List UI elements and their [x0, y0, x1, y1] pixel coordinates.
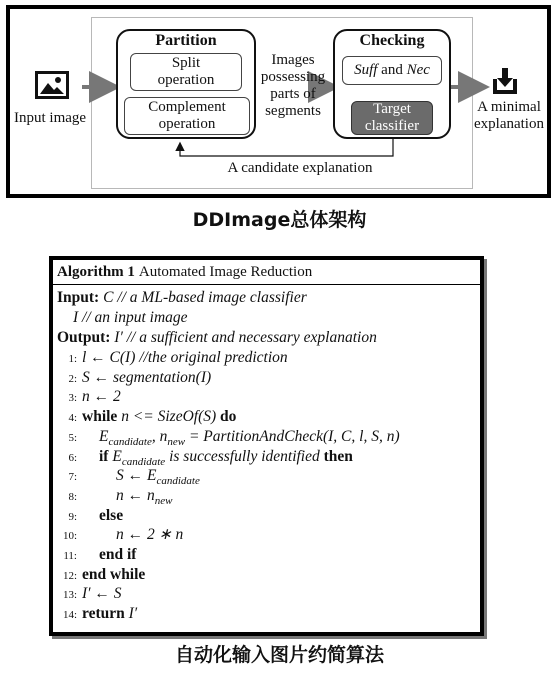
architecture-diagram — [6, 5, 551, 198]
algorithm-step — [53, 447, 480, 467]
step-number: 12: — [62, 569, 77, 582]
algorithm-number: Algorithm 1 — [57, 264, 135, 280]
step-subscript: new — [167, 435, 186, 448]
step-subscript: candidate — [121, 455, 166, 468]
middle-label — [253, 52, 333, 120]
step-keyword: return — [82, 605, 125, 623]
algorithm-step — [53, 407, 480, 427]
algorithm-step — [53, 565, 480, 585]
architecture-caption: DDImage总体架构 — [192, 209, 367, 231]
middle-line-1: Images — [271, 52, 315, 68]
step-text: l ← C(I) //the original prediction — [82, 349, 288, 366]
step-body — [82, 526, 183, 543]
split-operation-box — [130, 53, 242, 91]
step-number: 6: — [68, 451, 77, 464]
algorithm-step — [53, 427, 480, 447]
split-line-1: Split — [171, 55, 201, 71]
input-image-label: Input image — [14, 110, 87, 126]
step-number: 1: — [68, 353, 77, 365]
and-text: and — [381, 62, 403, 78]
step-keyword: end while — [82, 565, 146, 583]
step-body — [82, 408, 236, 425]
step-subscript: new — [154, 494, 173, 507]
step-body — [82, 369, 211, 386]
step-number: 3: — [68, 392, 77, 405]
step-text: n <= SizeOf(S) — [121, 408, 217, 426]
step-body — [82, 447, 353, 468]
algorithm-box — [49, 256, 484, 636]
nec-text: Nec — [406, 62, 430, 78]
step-body — [82, 349, 288, 366]
step-number: 10: — [62, 530, 77, 543]
target-line-2: classifier — [364, 118, 420, 134]
algorithm-step — [53, 486, 480, 506]
middle-line-2: possessing — [260, 69, 326, 85]
step-body — [82, 427, 400, 448]
step-body — [82, 566, 145, 583]
step-number: 11: — [63, 550, 77, 562]
step-keyword: if — [99, 447, 109, 465]
algorithm-header — [53, 260, 480, 285]
checking-title: Checking — [359, 32, 425, 49]
input-desc-1: C // a ML-based image classifier — [103, 289, 307, 306]
algorithm-step — [53, 466, 480, 486]
step-number: 7: — [68, 471, 77, 484]
output-label — [471, 99, 547, 133]
step-text: E — [99, 427, 109, 445]
step-text: = PartitionAndCheck(I, C, l, S, n) — [185, 427, 400, 445]
step-text: S ← segmentation(I) — [82, 368, 212, 386]
algorithm-step — [53, 525, 480, 545]
step-text: , n — [151, 427, 168, 445]
algorithm-caption: 自动化输入图片约简算法 — [174, 644, 384, 666]
step-keyword: while — [82, 408, 118, 426]
step-keyword: else — [99, 506, 124, 524]
download-icon — [491, 67, 519, 95]
complement-line-2: operation — [158, 116, 216, 132]
output-keyword: Output: — [57, 329, 111, 346]
algorithm-step — [53, 584, 480, 604]
step-number: 9: — [68, 510, 77, 523]
step-text: n ← n — [116, 486, 155, 504]
middle-line-3: parts of — [270, 86, 316, 102]
output-line — [53, 328, 480, 348]
partition-title: Partition — [155, 32, 217, 49]
step-number: 5: — [68, 431, 77, 444]
output-line-1: A minimal — [477, 99, 541, 115]
step-keyword: end if — [99, 546, 137, 563]
step-body — [82, 388, 121, 405]
target-line-1: Target — [373, 101, 411, 117]
input-line-2 — [53, 308, 480, 328]
step-subscript: candidate — [156, 475, 200, 488]
algorithm-step — [53, 506, 480, 526]
algorithm-step — [53, 604, 480, 624]
step-text: S ← E — [116, 467, 157, 485]
step-body — [82, 546, 136, 563]
input-desc-2: I // an input image — [73, 309, 188, 326]
step-text: n ← 2 ∗ n — [116, 526, 184, 544]
step-keyword: then — [323, 447, 353, 465]
step-body — [82, 486, 173, 507]
output-line-2: explanation — [474, 116, 544, 132]
step-number: 4: — [68, 412, 77, 425]
algorithm-step — [53, 348, 480, 368]
step-body — [82, 467, 200, 488]
step-number: 13: — [62, 589, 77, 602]
step-text: n ← 2 — [82, 388, 121, 406]
step-text: E — [112, 447, 122, 465]
step-text: I′ — [128, 605, 138, 623]
step-number: 8: — [68, 490, 77, 503]
arrow-feedback-loop — [180, 139, 393, 156]
step-keyword: do — [220, 408, 237, 426]
step-body — [82, 507, 123, 524]
step-body — [82, 605, 137, 622]
step-body — [82, 585, 122, 602]
input-keyword: Input: — [57, 289, 100, 306]
step-text: is successfully identified — [165, 447, 320, 465]
feedback-label: A candidate explanation — [227, 160, 373, 176]
split-line-2: operation — [157, 72, 215, 88]
target-classifier-box — [351, 101, 433, 135]
input-line-1 — [53, 288, 480, 308]
step-text: I′ ← S — [82, 585, 122, 603]
algorithm-step — [53, 387, 480, 407]
suff-text: Suff — [354, 62, 378, 78]
output-desc: I′ // a sufficient and necessary explanation — [114, 329, 377, 346]
complement-line-1: Complement — [148, 99, 226, 115]
suff-nec-box — [342, 56, 442, 85]
image-icon — [35, 71, 69, 99]
algorithm-step — [53, 545, 480, 565]
middle-line-4: segments — [265, 103, 321, 119]
algorithm-step — [53, 368, 480, 388]
step-subscript: candidate — [108, 435, 152, 448]
complement-operation-box — [124, 97, 250, 135]
algorithm-title: Automated Image Reduction — [138, 264, 313, 280]
step-number: 14: — [62, 609, 77, 622]
step-number: 2: — [68, 372, 77, 385]
